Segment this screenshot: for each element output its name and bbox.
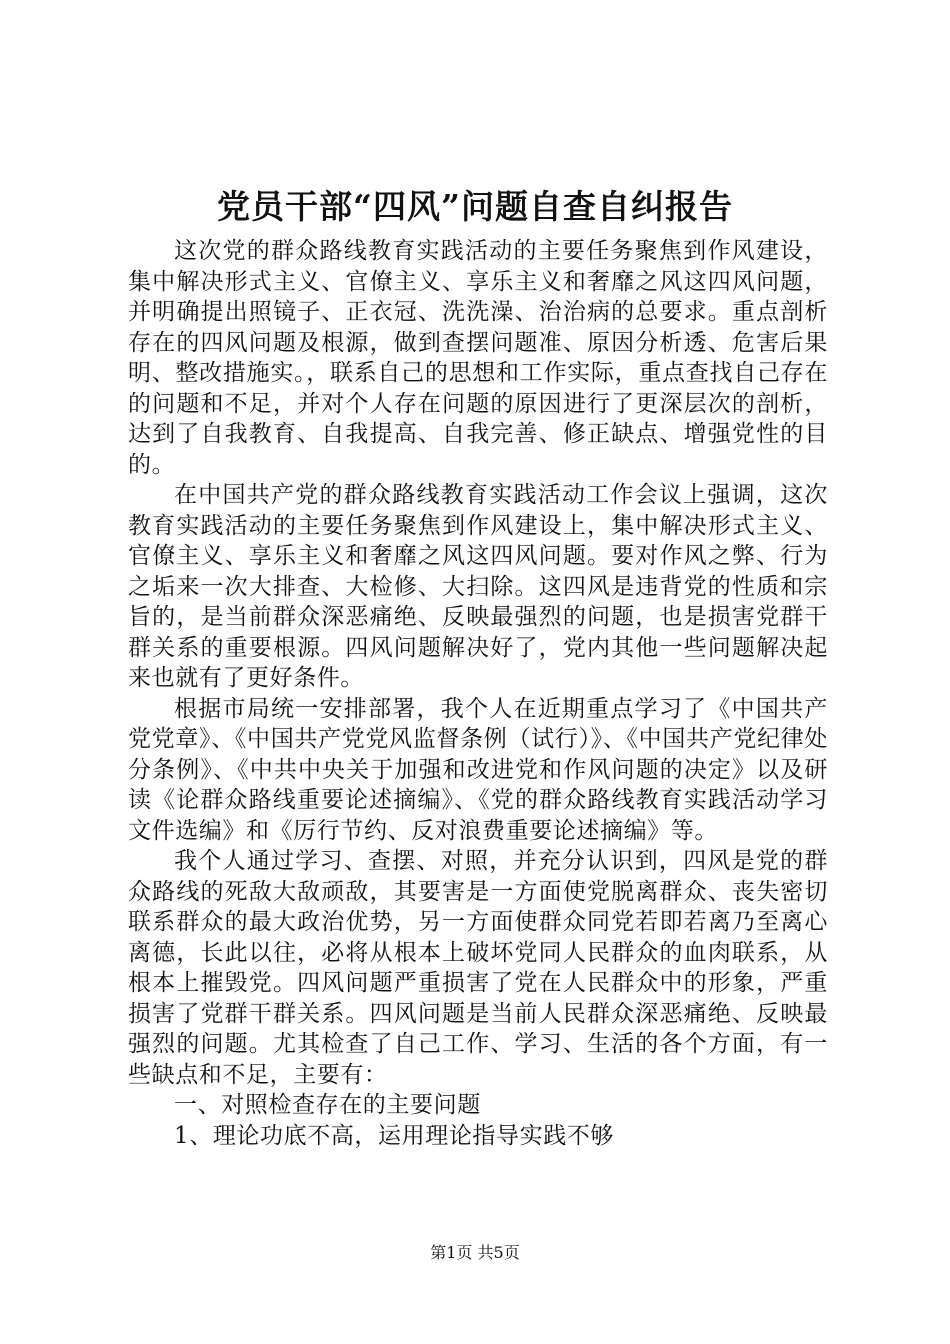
subsection-heading: 1、理论功底不高，运用理论指导实践不够 (174, 1122, 615, 1149)
paragraph-meeting: 在中国共产党的群众路线教育实践活动工作会议上强调，这次教育实践活动的主要任务聚焦到作风建设上，集中解决形式主义、官僚主义、享乐主义和奢靡之风这四风问题。要对作风之弊、行为之垢来一次大排查、大检修、大扫除。这四风是违背党的性质和宗旨的，是当前群众深恶痛绝、反映最强烈的问题，也是损害党群干群关系的重要根源。四风问题解决好了，党内其他一些问题解决起来也就有了更好条件。 (128, 482, 828, 691)
paragraph-intro: 这次党的群众路线教育实践活动的主要任务聚焦到作风建设，集中解决形式主义、官僚主义、享乐主义和奢靡之风这四风问题，并明确提出照镜子、正衣冠、洗洗澡、治治病的总要求。重点剖析存在的四风问题及根源，做到查摆问题准、原因分析透、危害后果明、整改措施实。，联系自己的思想和工作实际，重点查找自己存在的问题和不足，并对个人存在问题的原因进行了更深层次的剖析，达到了自我教育、自我提高、自我完善、修正缺点、增强党性的目的。 (128, 238, 828, 478)
paragraph-reflection: 我个人通过学习、查摆、对照，并充分认识到，四风是党的群众路线的死敌大敌顽敌，其要害是一方面使党脱离群众、丧失密切联系群众的最大政治优势，另一方面使群众同党若即若离乃至离心离德，长此以往，必将从根本上破坏党同人民群众的血肉联系，从根本上摧毁党。四风问题严重损害了党在人民群众中的形象，严重损害了党群干群关系。四风问题是当前人民群众深恶痛绝、反映最强烈的问题。尤其检查了自己工作、学习、生活的各个方面，有一些缺点和不足，主要有： (128, 848, 828, 1088)
document-body (128, 236, 828, 1151)
paragraph-study: 根据市局统一安排部署，我个人在近期重点学习了《中国共产党党章》、《中国共产党党风监督条例（试行）》、《中国共产党纪律处分条例》、《中共中央关于加强和改进党和作风问题的决定》以及研读《论群众路线重要论述摘编》、《党的群众路线教育实践活动学习文件选编》和《厉行节约、反对浪费重要论述摘编》等。 (128, 695, 828, 844)
section-heading: 一、对照检查存在的主要问题 (174, 1092, 481, 1118)
page-number-footer: 第1页 共5页 (430, 1243, 520, 1262)
document-title: 党员干部“四风”问题自查自纠报告 (217, 187, 733, 226)
